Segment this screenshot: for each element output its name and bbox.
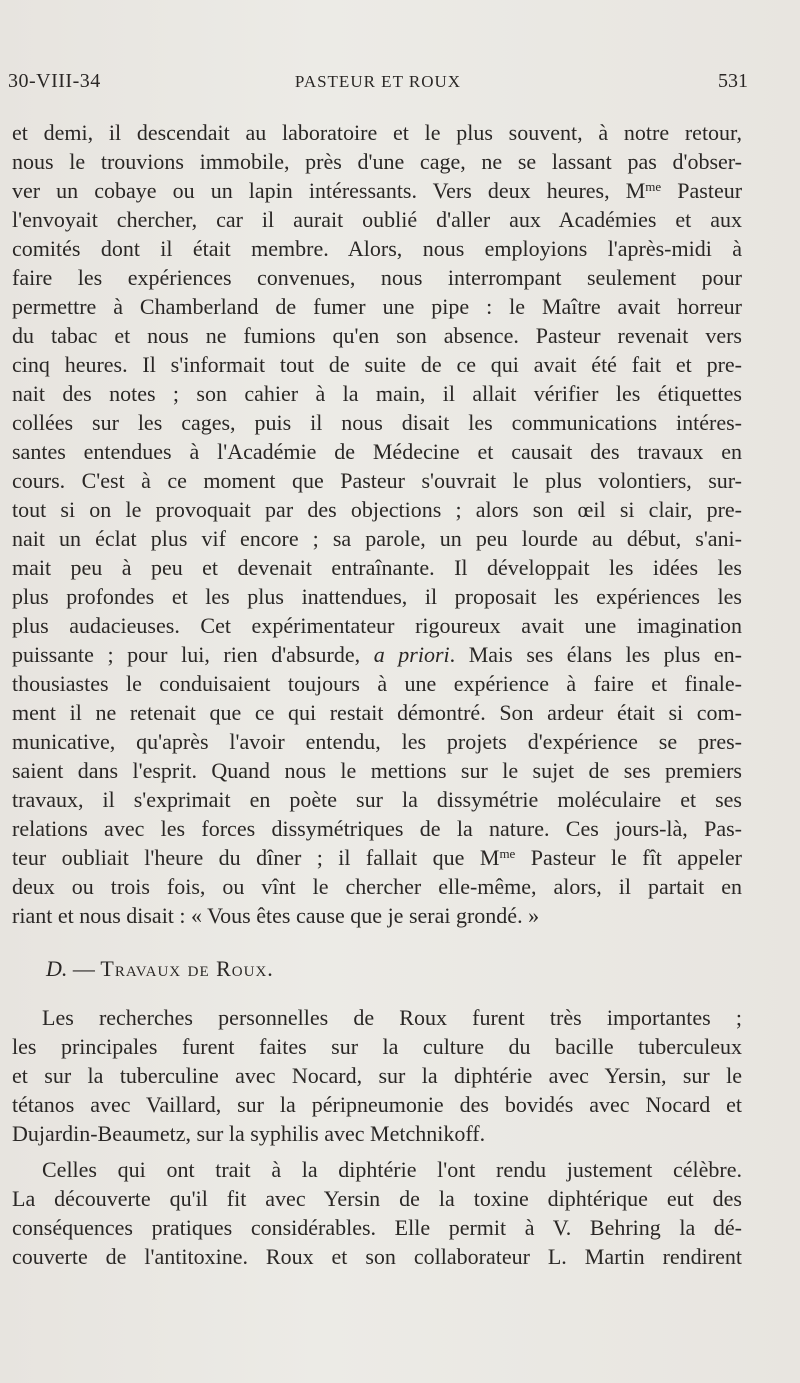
text-line (12, 640, 742, 669)
text-line: nous le trouvions immobile, près d'une cage, ne se lassant pas d'obser- (12, 149, 742, 174)
text-line: nait des notes ; son cahier à la main, il allait vérifier les étiquettes (12, 381, 742, 406)
page-number: 531 (718, 70, 748, 92)
text-line: du tabac et nous ne fumions qu'en son absence. Pasteur revenait vers (12, 323, 742, 348)
text-line: plus profondes et les plus inattendues, il proposait les expériences les (12, 584, 742, 609)
text-line: La découverte qu'il fit avec Yersin de la toxine diphtérique eut des (12, 1186, 742, 1211)
text-line: les principales furent faites sur la culture du bacille tuberculeux (12, 1034, 742, 1059)
text-line: collées sur les cages, puis il nous disait les communications intéres- (12, 410, 742, 435)
header-title: PASTEUR ET ROUX (294, 72, 462, 91)
text-line: ment il ne retenait que ce qui restait démontré. Son ardeur était si com- (12, 700, 742, 725)
text-line: et demi, il descendait au laboratoire et le plus souvent, à notre retour, (12, 120, 742, 145)
paragraph-2 (12, 1003, 742, 1148)
text-line: travaux, il s'exprimait en poète sur la dissymétrie moléculaire et ses (12, 787, 742, 812)
text-line: tout si on le provoquait par des objections ; alors son œil si clair, pre- (12, 497, 742, 522)
text-line: santes entendues à l'Académie de Médecine et causait des travaux en (12, 439, 742, 464)
text-line: Celles qui ont trait à la diphtérie l'ont rendu justement célèbre. (42, 1157, 742, 1182)
text-line: comités dont il était membre. Alors, nous employions l'après-midi à (12, 236, 742, 261)
text-line: Dujardin-Beaumetz, sur la syphilis avec Metchnikoff. (12, 1121, 486, 1146)
text-line: relations avec les forces dissymétriques de la nature. Ces jours-là, Pas- (12, 816, 742, 841)
section-dash: — (72, 956, 95, 981)
text-line: cinq heures. Il s'informait tout de suite de ce qui avait été fait et pre- (12, 352, 742, 377)
text-line: faire les expériences convenues, nous interrompant seulement pour (12, 265, 742, 290)
text-fragment: Pasteur le fît appeler (530, 845, 742, 870)
page-body (12, 118, 742, 1271)
paragraph-3 (12, 1155, 742, 1271)
paragraph-1 (12, 118, 742, 930)
text-line: plus audacieuses. Cet expérimentateur rigoureux avait une imagination (12, 613, 742, 638)
text-line: et sur la tuberculine avec Nocard, sur la diphtérie avec Yersin, sur le (12, 1063, 742, 1088)
text-line: riant et nous disait : « Vous êtes cause que je serai grondé. » (12, 903, 540, 928)
text-fragment: teur oubliait l'heure du dîner ; il fallait que (12, 845, 465, 870)
text-fragment: . Mais ses élans les plus en- (449, 642, 742, 667)
section-title: Travaux de Roux. (100, 956, 274, 981)
section-heading (12, 954, 742, 983)
text-fragment: puissante ; pour lui, rien d'absurde, (12, 642, 361, 667)
abbrev-madame: $M^{me}$ (625, 178, 662, 203)
text-line: permettre à Chamberland de fumer une pipe : le Maître avait horreur (12, 294, 742, 319)
text-line: deux ou trois fois, ou vînt le chercher elle-même, alors, il partait en (12, 874, 742, 899)
text-line: couverte de l'antitoxine. Roux et son collaborateur L. Martin rendirent (12, 1244, 742, 1269)
text-line: thousiastes le conduisaient toujours à une expérience à faire et finale- (12, 671, 742, 696)
running-header (8, 70, 748, 100)
section-letter: D. (46, 956, 68, 981)
text-line (12, 176, 742, 205)
text-line: nait un éclat plus vif encore ; sa parole, un peu lourde au début, s'ani- (12, 526, 742, 551)
text-line: tétanos avec Vaillard, sur la péripneumonie des bovidés avec Nocard et (12, 1092, 742, 1117)
text-line: cours. C'est à ce moment que Pasteur s'ouvrait le plus volontiers, sur- (12, 468, 742, 493)
text-line: l'envoyait chercher, car il aurait oublié d'aller aux Académies et aux (12, 207, 742, 232)
text-fragment: Pasteur (677, 178, 742, 203)
text-line: municative, qu'après l'avoir entendu, les projets d'expérience se pres- (12, 729, 742, 754)
text-line: conséquences pratiques considérables. Elle permit à V. Behring la dé- (12, 1215, 742, 1240)
text-line (12, 843, 742, 872)
abbrev-madame: $M^{me}$ (479, 845, 516, 870)
italic-phrase: a priori (373, 642, 450, 667)
text-line: Les recherches personnelles de Roux furent très importantes ; (42, 1005, 742, 1030)
text-line: mait peu à peu et devenait entraînante. Il développait les idées les (12, 555, 742, 580)
text-fragment: ver un cobaye ou un lapin intéressants. Vers deux heures, (12, 178, 610, 203)
header-date: 30-VIII-34 (8, 70, 101, 92)
text-line: saient dans l'esprit. Quand nous le mettions sur le sujet de ses premiers (12, 758, 742, 783)
